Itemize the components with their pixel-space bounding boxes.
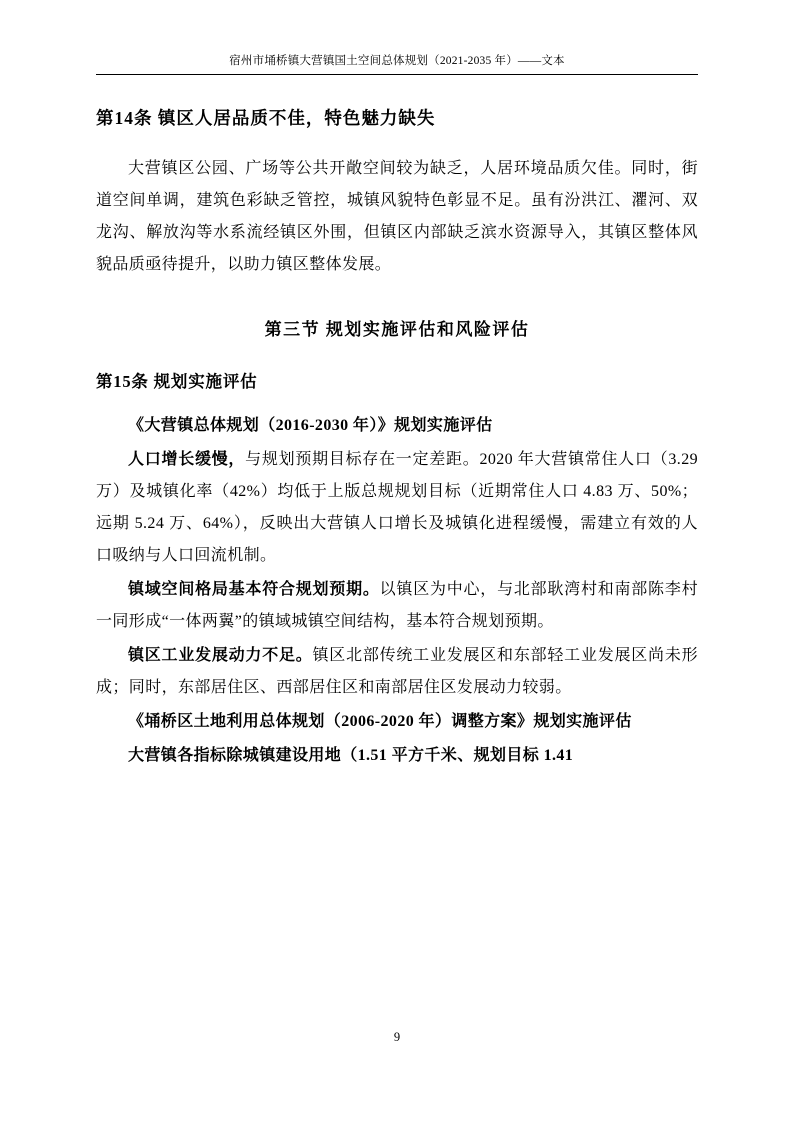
paragraph-industry-momentum	[96, 640, 698, 704]
heading-section-3: 第三节 规划实施评估和风险评估	[264, 320, 530, 340]
heading-article-14: 第14条 镇区人居品质不佳，特色魅力缺失	[96, 108, 436, 128]
paragraph-population-growth-text: 与规划预期目标存在一定差距。2020 年大营镇常住人口（3.29 万）及城镇化率（42%）均低于上版总规规划目标（近期常住人口 4.83 万、50%；远期 5.24 万、64%），反映出大营镇人口增长及城镇化进程缓慢，需建立有效的人口吸纳与人口回流机制。	[96, 451, 698, 565]
page-number: 9	[393, 1030, 401, 1044]
paragraph-industry-momentum-text: 镇区北部传统工业发展区和东部轻工业发展区尚未形成；同时，东部居住区、西部居住区和南部居住区发展动力较弱。	[96, 647, 698, 697]
paragraph-spatial-pattern	[96, 574, 698, 638]
paragraph-indicator-continued: 大营镇各指标除城镇建设用地（1.51 平方千米、规划目标 1.41	[128, 747, 574, 765]
paragraph-industry-momentum-lead: 镇区工业发展动力不足。	[128, 647, 313, 665]
subheading-land-use-plan-eval: 《埇桥区土地利用总体规划（2006-2020 年）调整方案》规划实施评估	[128, 713, 632, 731]
heading-article-15: 第15条 规划实施评估	[96, 372, 258, 392]
paragraph-spatial-pattern-text: 以镇区为中心，与北部耿湾村和南部陈李村一同形成“一体两翼”的镇域城镇空间结构，基本符合规划预期。	[96, 581, 698, 631]
paragraph-population-growth	[96, 444, 698, 572]
paragraph-article-14-body: 大营镇区公园、广场等公共开敞空间较为缺乏，人居环境品质欠佳。同时，街道空间单调，建筑色彩缺乏管控，城镇风貌特色彰显不足。虽有汾洪江、灈河、双龙沟、解放沟等水系流经镇区外围，但镇区内部缺乏滨水资源导入，其镇区整体风貌品质亟待提升，以助力镇区整体发展。	[96, 160, 698, 274]
subheading-master-plan-eval: 《大营镇总体规划（2016-2030 年）》规划实施评估	[128, 417, 493, 435]
page-header: 宿州市埇桥镇大营镇国土空间总体规划（2021-2035 年）——文本	[229, 55, 565, 67]
paragraph-spatial-pattern-lead: 镇域空间格局基本符合规划预期。	[128, 581, 380, 599]
paragraph-population-growth-lead: 人口增长缓慢，	[128, 451, 246, 469]
header-divider	[96, 74, 698, 75]
